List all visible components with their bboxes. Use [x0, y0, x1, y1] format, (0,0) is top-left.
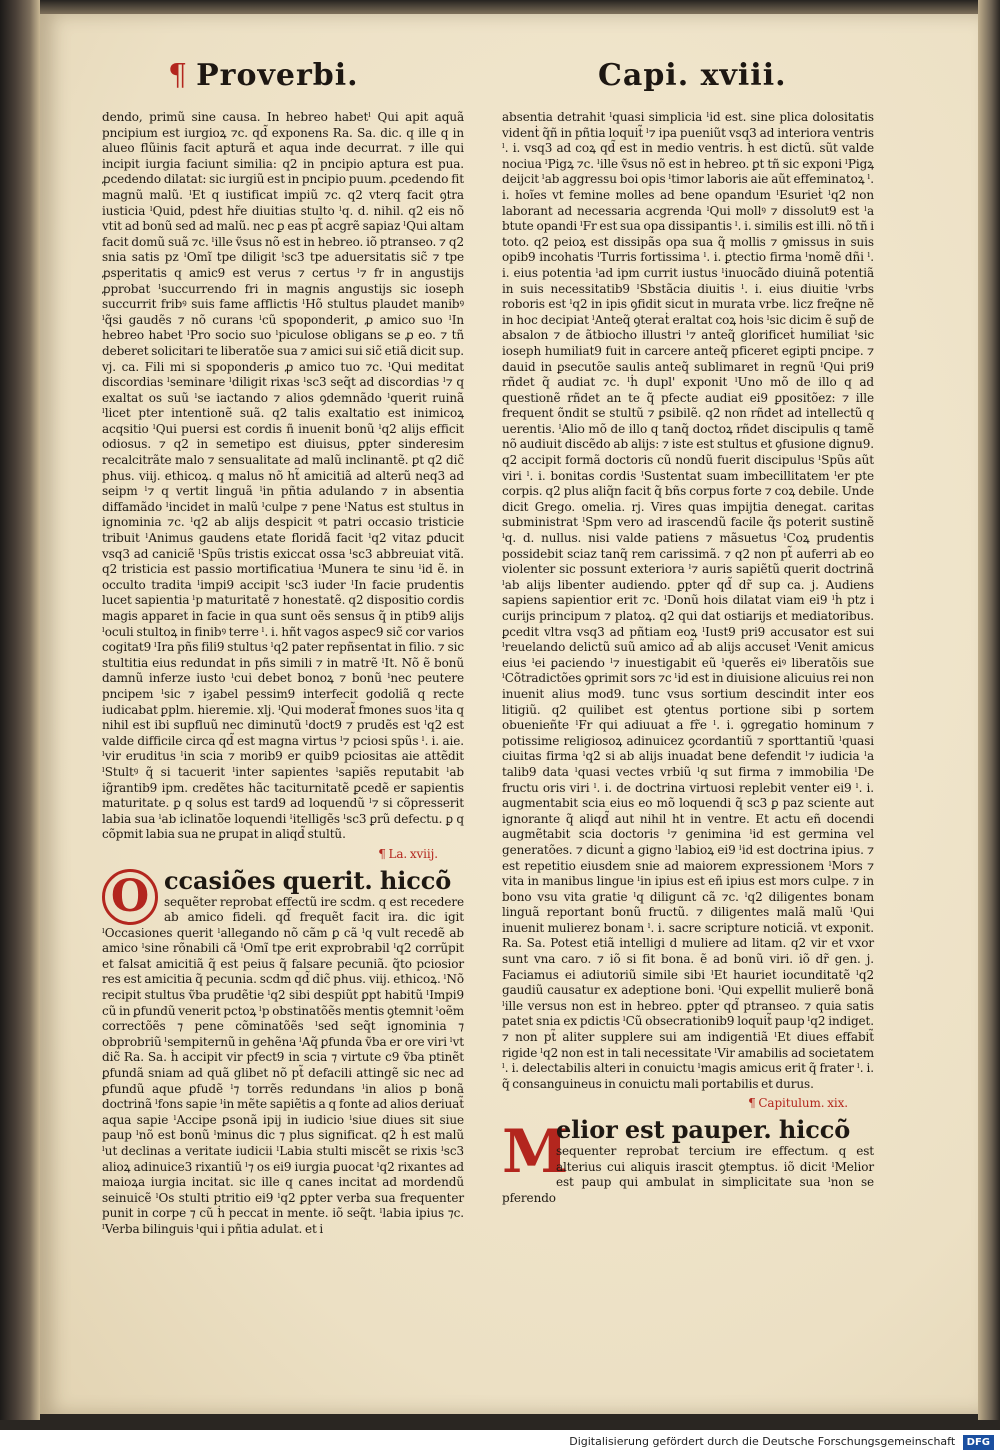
pilcrow-mark: ¶ — [168, 58, 189, 93]
footer-credit: Digitalisierung gefördert durch die Deutsche Forschungsgemeinschaft — [569, 1435, 956, 1448]
running-head-left-text: Proverbi. — [196, 58, 359, 93]
dfg-logo: DFG — [963, 1435, 994, 1450]
section-opening — [102, 867, 464, 1238]
body-paragraph: absentia detrahit ˡquasi simplicia ˡid est. sine plica dolositatis videnṫ q̃ñ in pñtia loquit̃ ˡ⁊ ipa pueniũt vsq3 ad interiora ventris ˡ. i. vsq3 ad coꝝ qd̃ est in medio ventris. ḣ est dictũ. sũt valde nociua ˡPigꝝ ⁊c. ˡille ṽsus nõ est in hebreo. ꝑt tñ sic exponi ˡPigꝝ deijcit ˡab aggressu boi opis ˡtimor laboris aie aũt effeminatoꝝ ˡ. i. hoĩes vt femine molles ad bene opandum ˡEsurieṫ ˡq2 non laborant ad necessaria acgrenda ˡQui mollꝰ ⁊ dissolut9 est ˡa btute opandi ˡFr est sua opa dissipantis ˡ. i. similis est illi. nõ tñ i toto. q2 peioꝝ est dissipãs opa sua q̃ mollis ⁊ ꝯmissus in suis opib9 incohatis ˡTurris fortissima ˡ. i. ꝑtectio firma ˡnomẽ dñi ˡ. i. eius potentia ˡad ipm currit iustus ˡinuocãdo diuinã potentiã in suis necessitatib9 ˡSbstãcia diuitis ˡ. i. eius diuitie ˡvrbs roboris est ˡq2 in ipis ꝯfidit sicut in murata vrbe. licz freq̃ne nẽ in hoc decipiat ˡAnteq̃ ꝯteraṫ eraltat coꝝ hois ˡsic dicim ẽ sup̃ de absalon ⁊ de ãtbiocho illustri ˡ⁊ anteq̃ glorificeṫ humiliat ˡsic ioseph humiliat9 fuit in carcere anteq̃ pficeret egipti pncipe. ⁊ dauid in ꝑsecutõe saulis anteq̃ sublimaret in regnũ ˡQui pri9 rñdet q̃ audiat ⁊c. ˡḣ dupl' exponit ˡUno mõ de illo q ad questionẽ rñdet an te q̃ pfecte audiat ei9 ꝑpositõez: ⁊ ille frequent õndit se stultũ ⁊ ꝑsibilẽ. q2 non rñdet ad intellectũ q uerentis. ˡAlio mõ de illo q tanq̃ doctoꝝ rñdet discipulis q tamẽ nõ audiuit discẽdo ab alijs: ⁊ iste est stultus et ꝯfusione dignu9. q2 accipit formã doctoris cũ nondũ fuerit discipulus ˡSpũs aũt viri ˡ. i. bonitas cordis ˡSustentat suam imbecillitatem ˡer pte corpis. q2 plus aliq̃n facit q̃ bñs corpus forte ⁊ coꝝ debile. Unde dicit Grego. omelia. rj. Vires quas impijtia denegat. caritas subministrat ˡSpm vero ad irascendũ facile q̃s poterit sustinẽ ˡq. d. nullus. nisi valde patiens ⁊ mãsuetus ˡCoꝝ prudentis possidebit sciaz tanq̃ rem carissimã. ⁊ q2 non pt̃ auferri ab eo violenter sic possunt exteriora ˡ⁊ auris sapiẽtũ querit doctrinã ˡab alijs libenter audiendo. ꝑpter qd̃ dr̃ sup ca. j. Audiens sapiens sapientior erit ⁊c. ˡDonũ hois dilatat viam ei9 ˡḣ ptz i curijs principum ⁊ platoꝝ. q2 qui dat ostiarijs et mediatoribus. ꝑcedit vltra vsq3 ad pñtiam eoꝝ ˡIust9 pri9 accusator est sui ˡreuelando delictũ suũ amico ad̃ ab alijs accuseṫ ˡVenit amicus eius ˡei ꝑaciendo ˡ⁊ inuestigabit eũ ˡquerẽs eiꝰ liberatõis sue ˡCõtradictões ꝯprimit sors ⁊c ˡid est in diuisione alicuius rei non inuenit alius mod9. tunc vsus sortium descindit inter eos litigiũ. q2 quilibet est ꝯtentus portione sibi p sortem obuenieñte ˡFr qui adiuuat a fr̃e ˡ. i. ꝯgregatio hominum ⁊ potissime religiosoꝝ adinuicez ꝯcordantiũ ⁊ sporttantiũ ˡquasi ciuitas firma ˡq2 si ab alijs inuadat bene defendit ˡ⁊ iudicia ˡa talib9 data ˡquasi vectes vrbiũ ˡq sut firma ⁊ immobilia ˡDe fructu oris viri ˡ. i. de doctrina virtuosi replebit venter ei9 ˡ. i. augmentabit scia eius eo mõ loquendi q̃ sc3 ꝑ paz sciente aut ignorante q̃ aliqd̃ aut nihil ht in ventre. Et actu eñ docendi augmẽtabit scia doctoris ˡ⁊ genimina ˡid est germina vel generatões. ⁊ dicunṫ a gigno ˡlabioꝝ ei9 ˡid est doctrina ipius. ⁊ est repetitio eiusdem snie ad maiorem expressionem ˡMors ⁊ vita in manibus lingue ˡin ipius est eñ ipius est mors culpe. ⁊ in bono vsu vita gratie ˡq diligunt cã ⁊c. ˡq2 diligentes bonam linguã reportant bonũ fructũ. ⁊ diligentes malã malũ ˡQui inuenit mulierez bonam ˡ. i. sacre scripture noticiã. vt exponit. Ra. Sa. Potest etiã intelligi d muliere ad litam. q2 vir et vxor sunt vna caro. ⁊ iõ si fit bona. ẽ ad bonũ viri. iõ dr̃ gen. j. Faciamus ei adiutoriũ simile sibi ˡEt hauriet iocunditatẽ ˡq2 gaudiũ causatur ex adeptione boni. ˡQui expellit mulierẽ bonã ˡille versus non est in hebreo. ꝑpter qd̃ ptranseo. ⁊ quia satis patet snia ex pdictis ˡCũ obsecrationib9 loquit̃ paup ˡq2 indiget. ⁊ non pt̃ aliter supplere sui am indigentiã ˡEt diues effabit̃ rigide ˡq2 non est in tali necessitate ˡVir amabilis ad societatem ˡ. i. delectabilis alteri in conuictu ˡmagis amicus erit q̃ frater ˡ. i. q̃ consanguineus in conuictu mali portabilis et durus. — [502, 110, 874, 1091]
chapter-mark: ¶ Capitulum. xix. — [748, 1096, 848, 1111]
digitization-footer — [0, 1430, 1000, 1453]
book-page — [40, 14, 978, 1414]
left-text-column — [102, 110, 464, 1238]
section-heading: elior est pauper. hiccõ — [556, 1115, 851, 1144]
body-paragraph: dendo, primũ sine causa. In hebreo habetˡ Qui apit aquã pncipium est iurgioꝝ ⁊c. qd̃ exponens Ra. Sa. dic. q ille q in alueo flũinis facit apturã et aqua inde decurrat. ⁊ ille qui incipit iurgia faciunt similia: q2 in pncipio aptura est pua. ꝓcedendo dilatat: sic iurgiũ est in pncipio puum. ꝓcedendo fit magnũ malũ. ˡEt q iustificat impiũ ⁊c. q2 vterq facit ꝯtra iusticia ˡQuid, pdest hr̃e diuitias stulto ˡq. d. nihil. q2 eis nõ vtit ad bonũ sed ad malũ. nec ꝑ eas pt̃ acgrẽ sapiaz ˡQui altam facit domũ suã ⁊c. ˡille ṽsus nõ est in hebreo. iõ ptranseo. ⁊ q2 snia satis pz ˡOmĩ tpe diligit ˡsc3 tpe aduersitatis sic̃ ⁊ tpe ꝓsperitatis q amic9 est verus ⁊ certus ˡ⁊ fr in angustijs ꝓprobat ˡsuccurrendo fri in magnis angustijs sic ioseph succurrit fribꝰ suis fame afflictis ˡHõ stultus plaudet manibꝰ ˡq̃si gaudẽs ⁊ nõ curans ˡcũ spoponderit, ꝓ amico suo ˡIn hebreo habet ˡPro socio suo ˡpiculose obligans se ꝓ eo. ⁊ tñ deberet solicitari te liberatõe sua ⁊ amici sui sic̃ etiã dicit sup. vj. ca. Fili mi si spoponderis ꝓ amico tuo ⁊c. ˡQui meditat discordias ˡseminare ˡdiligit rixas ˡsc3 seq̃t ad discordias ˡ⁊ q exaltat os suũ ˡse iactando ⁊ alios ꝯdemnãdo ˡquerit ruinã ˡlicet pter intentionẽ suã. q2 talis exaltatio est inimicoꝝ acqsitio ˡQui puersi est cordis ñ inuenit bonũ ˡq2 alijs efficit odiosus. ⁊ q2 in semetipo est diuisus, ꝑpter sinderesim recalcitrãte malo ⁊ sensualitate ad malũ inclinantẽ. ꝑt q2 dic̃ phus. viij. ethicoꝝ. q malus nõ ht̃ amicitiã ad alterũ neq3 ad seipm ˡ⁊ q vertit linguã ˡin pñtia adulando ⁊ in absentia diffamãdo ˡincidet in malũ ˡculpe ⁊ pene ˡNatus est stultus in ignominia ⁊c. ˡq2 ab alijs despicit ꝰt patri occasio tristicie tribuit ˡAnimus gaudens etate floridã facit ˡq2 vitaz ꝑducit vsq3 ad caniciẽ ˡSpũs tristis exiccat ossa ˡsc3 abbreuiat vitã. q2 tristicia est passio mortificatiua ˡMunera te sinu ˡid ẽ. in occulto tradita ˡimpi9 accipit ˡsc3 iuder ˡIn facie prudentis lucet sapientia ˡp maturitatẽ ⁊ honestatẽ. q2 dispositio cordis magis apparet in facie in qua sunt oẽs sensus q̃ in ptib9 alijs ˡoculi stultoꝝ in finibꝰ terre ˡ. i. hñt vagos aspec9 sic̃ cor varios cogitat9 ˡIra pñs fili9 stultus ˡq2 pater repñsentat in filio. ⁊ sic stultitia eius redundat in pñs simili ⁊ in matrẽ ˡIt. Nõ ẽ bonũ damnũ inferze iusto ˡcui debet bonoꝝ ⁊ bonũ ˡnec peutere pncipem ˡsic ⁊ iȝabel pessim9 interfecit godoliã q recte iudicabat ꝑplm. hieremie. xlj. ˡQui moderat̃ fmones suos ˡita q nihil est ibi supfluũ nec diminutũ ˡdoct9 ⁊ prudẽs est ˡq2 est valde difficile circa qd̃ est magna virtus ˡ⁊ pciosi spũs ˡ. i. aie. ˡvir eruditus ˡin scia ⁊ morib9 er quib9 pciositas aie attẽdit ˡStultꝰ q̃ si tacuerit ˡinter sapientes ˡsapiẽs reputabit ˡab ig̃rantib9 ipm. credẽtes hãc taciturnitatẽ ꝑcedẽ er sapientis maturitate. ꝑ q solus est tard9 ad loquendũ ˡ⁊ si cõpresserit labia sua ˡab iclinatõe loquendi ˡitelligẽs ˡsc3 ꝑrũ defectu. ꝑ q cõpmit labia sua ne ꝑrupat in aliqd̃ stultũ. — [102, 110, 464, 842]
body-paragraph: sequẽter reprobat effectũ ire scdm. q est recedere ab amico fideli. qd̃ frequẽt facit ira. dic igit ˡOccasiones querit ˡallegando nõ cãm ꝑ cã ˡq vult recedẽ ab amico ˡsine rõnabili cã ˡOmĩ tpe erit exprobrabil ˡq2 corrũpit et falsat amicitiã q̃ est peius q̃ falsare pecuniã. q̃to pciosior res est amicitia q̃ pecunia. scdm qd̃ dic̃ phus. viij. ethicoꝝ. ˡNõ recipit stultus ṽba prudẽtie ˡq2 sibi despiũt ꝑpt habitũ ˡImpi9 cũ in ꝑfundũ venerit pctoꝝ ˡp obstinatõẽs mentis ꝯtemnit ˡoẽm correctõẽs ⁊ pene cõminatõẽs ˡsed seq̃t ignominia ⁊ obprobriũ ˡsempiternũ in gehẽna ˡAq̃ ꝑfunda ṽba er ore viri ˡvt dic̃ Ra. Sa. ḣ accipit vir pfect9 in scia ⁊ virtute c9 ṽba ptinẽt ꝑfundã sniam ad quã glibet nõ pt̃ defacili attingẽ sic nec ad ꝑfundũ aque ꝑfudẽ ˡ⁊ torrẽs redundans ˡin alios p bonã doctrinã ˡfons sapie ˡin mẽte sapiẽtis a q fonte ad alios deriuat̃ aqua sapie ˡAccipe ꝑsonã ipij in iudicio ˡsiue diues sit siue paup ˡnõ est bonũ ˡminus dic ⁊ plus significat. q2 ḣ est malũ ˡut declinas a veritate iudicii ˡLabia stulti miscẽt se rixis ˡsc3 alioꝝ adinuice3 rixantiũ ˡ⁊ os ei9 iurgia ꝑuocat ˡq2 rixantes ad maioꝝa iurgia incitat. sic ille q canes incitat ad mordendũ seinuicẽ ˡOs stulti ptritio ei9 ˡq2 ꝑpter verba sua frequenter punit in corpe ⁊ cũ ḣ peccat in mente. iõ seq̃t. ˡlabia ipius ⁊c. ˡVerba bilinguis ˡqui i pñtia adulat. et i — [102, 894, 464, 1236]
drop-cap-initial: M — [502, 1117, 569, 1187]
book-binding-edge — [0, 0, 40, 1420]
section-heading: ccasiões querit. hiccõ — [164, 865, 452, 895]
section-opening — [502, 1116, 874, 1206]
right-text-column — [502, 110, 874, 1206]
chapter-mark: ¶ La. xviij. — [378, 846, 438, 861]
body-paragraph: sequenter reprobat tercium ire effectum. q est alterius cui aliquis irascit ꝯtemptus. iõ dicit ˡMelior est paup qui ambulat in simplicitate sua ˡnon se pferendo — [502, 1144, 874, 1205]
drop-cap-initial: O — [102, 869, 158, 925]
running-head-left — [168, 58, 359, 93]
page-fore-edge — [978, 0, 1000, 1420]
running-head-right: Capi. xviii. — [598, 58, 787, 93]
